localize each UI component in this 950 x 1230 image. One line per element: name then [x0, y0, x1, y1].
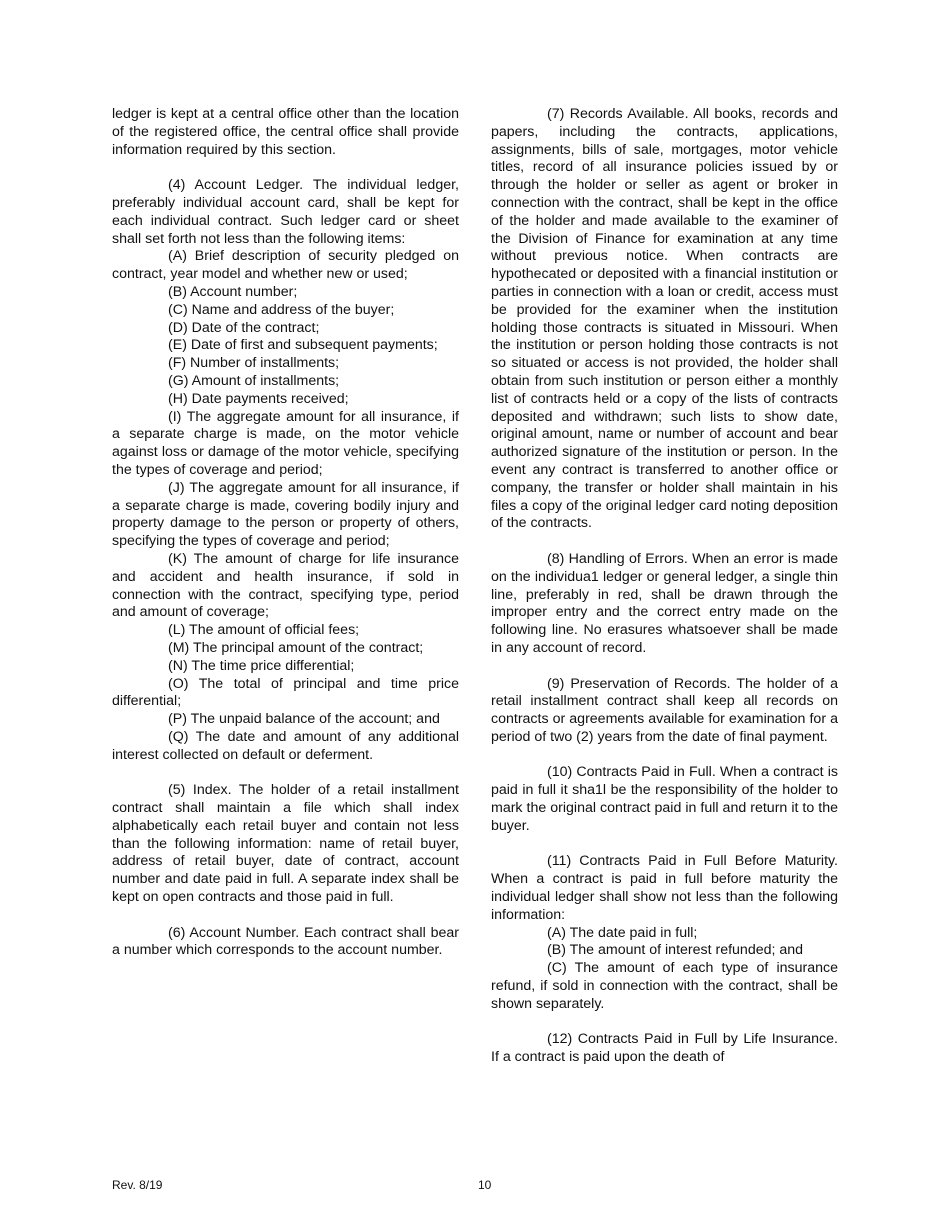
paragraph-gap: [491, 658, 838, 676]
paragraph: (A) The date paid in full;: [547, 924, 698, 941]
paragraph: (C) Name and address of the buyer;: [168, 301, 395, 318]
paragraph: (11) Contracts Paid in Full Before Maturity. When a contract is paid in full before maturity the individual ledger shall show not less than the following information:: [491, 853, 838, 923]
right-column: [491, 106, 838, 1067]
paragraph: (K) The amount of charge for life insurance and accident and health insurance, if sold in connection with the contract, specifying type, period and amount of coverage;: [112, 550, 459, 621]
page-number: 10: [478, 1178, 492, 1192]
paragraph: (10) Contracts Paid in Full. When a contract is paid in full it sha1l be the responsibility of the holder to mark the original contract paid in full and return it to the buyer.: [491, 764, 838, 834]
paragraph-gap: [491, 533, 838, 551]
paragraph: (12) Contracts Paid in Full by Life Insurance. If a contract is paid upon the death of: [491, 1031, 838, 1066]
paragraph: (Q) The date and amount of any additional interest collected on default or deferment.: [112, 728, 459, 763]
paragraph: (I) The aggregate amount for all insurance, if a separate charge is made, on the motor vehicle against loss or damage of the motor vehicle, specifying the types of coverage and period;: [112, 408, 459, 478]
paragraph-gap: [491, 836, 838, 854]
paragraph: (C) The amount of each type of insurance refund, if sold in connection with the contract, shall be shown separately.: [491, 960, 838, 1012]
paragraph: (5) Index. The holder of a retail installment contract shall maintain a file which shall index alphabetically each retail buyer and contain not less than the following information: name of retail buyer, address of retail buyer, date of contract, account number and date paid in full. A separate index shall be kept on open contracts and those paid in full.: [112, 782, 459, 906]
paragraph: (J) The aggregate amount for all insurance, if a separate charge is made, covering bodily injury and property damage to the person or property of others, specifying the types of coverage and period;: [112, 479, 459, 550]
paragraph: (D) Date of the contract;: [168, 319, 320, 336]
paragraph: (B) The amount of interest refunded; and: [547, 942, 804, 959]
paragraph-gap: [112, 159, 459, 177]
paragraph: (9) Preservation of Records. The holder of a retail installment contract shall keep all records on contracts or agreements available for examination for a period of two (2) years from the date of final payment.: [491, 675, 838, 745]
paragraph: (6) Account Number. Each contract shall bear a number which corresponds to the account number.: [112, 924, 459, 959]
paragraph: (M) The principal amount of the contract;: [168, 639, 424, 656]
paragraph: (B) Account number;: [168, 283, 298, 300]
paragraph: (A) Brief description of security pledged on contract, year model and whether new or used;: [112, 248, 459, 283]
paragraph: (L) The amount of official fees;: [168, 622, 360, 639]
paragraph: (4) Account Ledger. The individual ledger, preferably individual account card, shall be kept for each individual contract. Such ledger card or sheet shall set forth not less than the following items:: [112, 177, 459, 247]
paragraph-gap: [112, 907, 459, 925]
revision-date: Rev. 8/19: [112, 1178, 163, 1192]
paragraph: (O) The total of principal and time price differential;: [112, 675, 459, 710]
left-column: [112, 106, 459, 960]
paragraph: (7) Records Available. All books, records and papers, including the contracts, applications, assignments, bills of sale, mortgages, motor vehicle titles, record of all insurance policies issued by or through the holder or seller as agent or broker in connection with the contract, shall be kept in the office of the holder and made available to the examiner of the Division of Finance for examination at any time without previous notice. When contracts are hypothecated or deposited with a financial institution or parties in connection with a loan or credit, access must be provided for the examiner when the institution holding those contracts is situated in Missouri. When the institution or person holding those contracts is not so situated or access is not provided, the holder shall obtain from such institution or person either a monthly list of contracts held or a copy of the lists of contracts deposited and withdrawn; such lists to show date, original amount, name or number of account and bear authorized signature of the institution or person. In the event any contract is transferred to another office or company, the transfer or holder shall maintain in his files a copy of the original ledger card noting deposition of the contracts.: [491, 106, 838, 532]
paragraph-gap: [112, 764, 459, 782]
paragraph: (E) Date of first and subsequent payments;: [168, 337, 438, 354]
paragraph-gap: [491, 1014, 838, 1032]
paragraph: (N) The time price differential;: [168, 657, 355, 674]
paragraph: (P) The unpaid balance of the account; and: [168, 711, 440, 728]
paragraph: (8) Handling of Errors. When an error is made on the individua1 ledger or general ledger, a single thin line, preferably in red, shall be drawn through the improper entry and the correct entry made on the following line. No erasures whatsoever shall be made in any account of record.: [491, 550, 838, 656]
paragraph: (F) Number of installments;: [168, 355, 340, 372]
paragraph: (H) Date payments received;: [168, 390, 349, 407]
paragraph-gap: [491, 747, 838, 765]
paragraph: (G) Amount of installments;: [168, 372, 340, 389]
paragraph: ledger is kept at a central office other than the location of the registered office, the central office shall provide information required by this section.: [112, 106, 459, 158]
